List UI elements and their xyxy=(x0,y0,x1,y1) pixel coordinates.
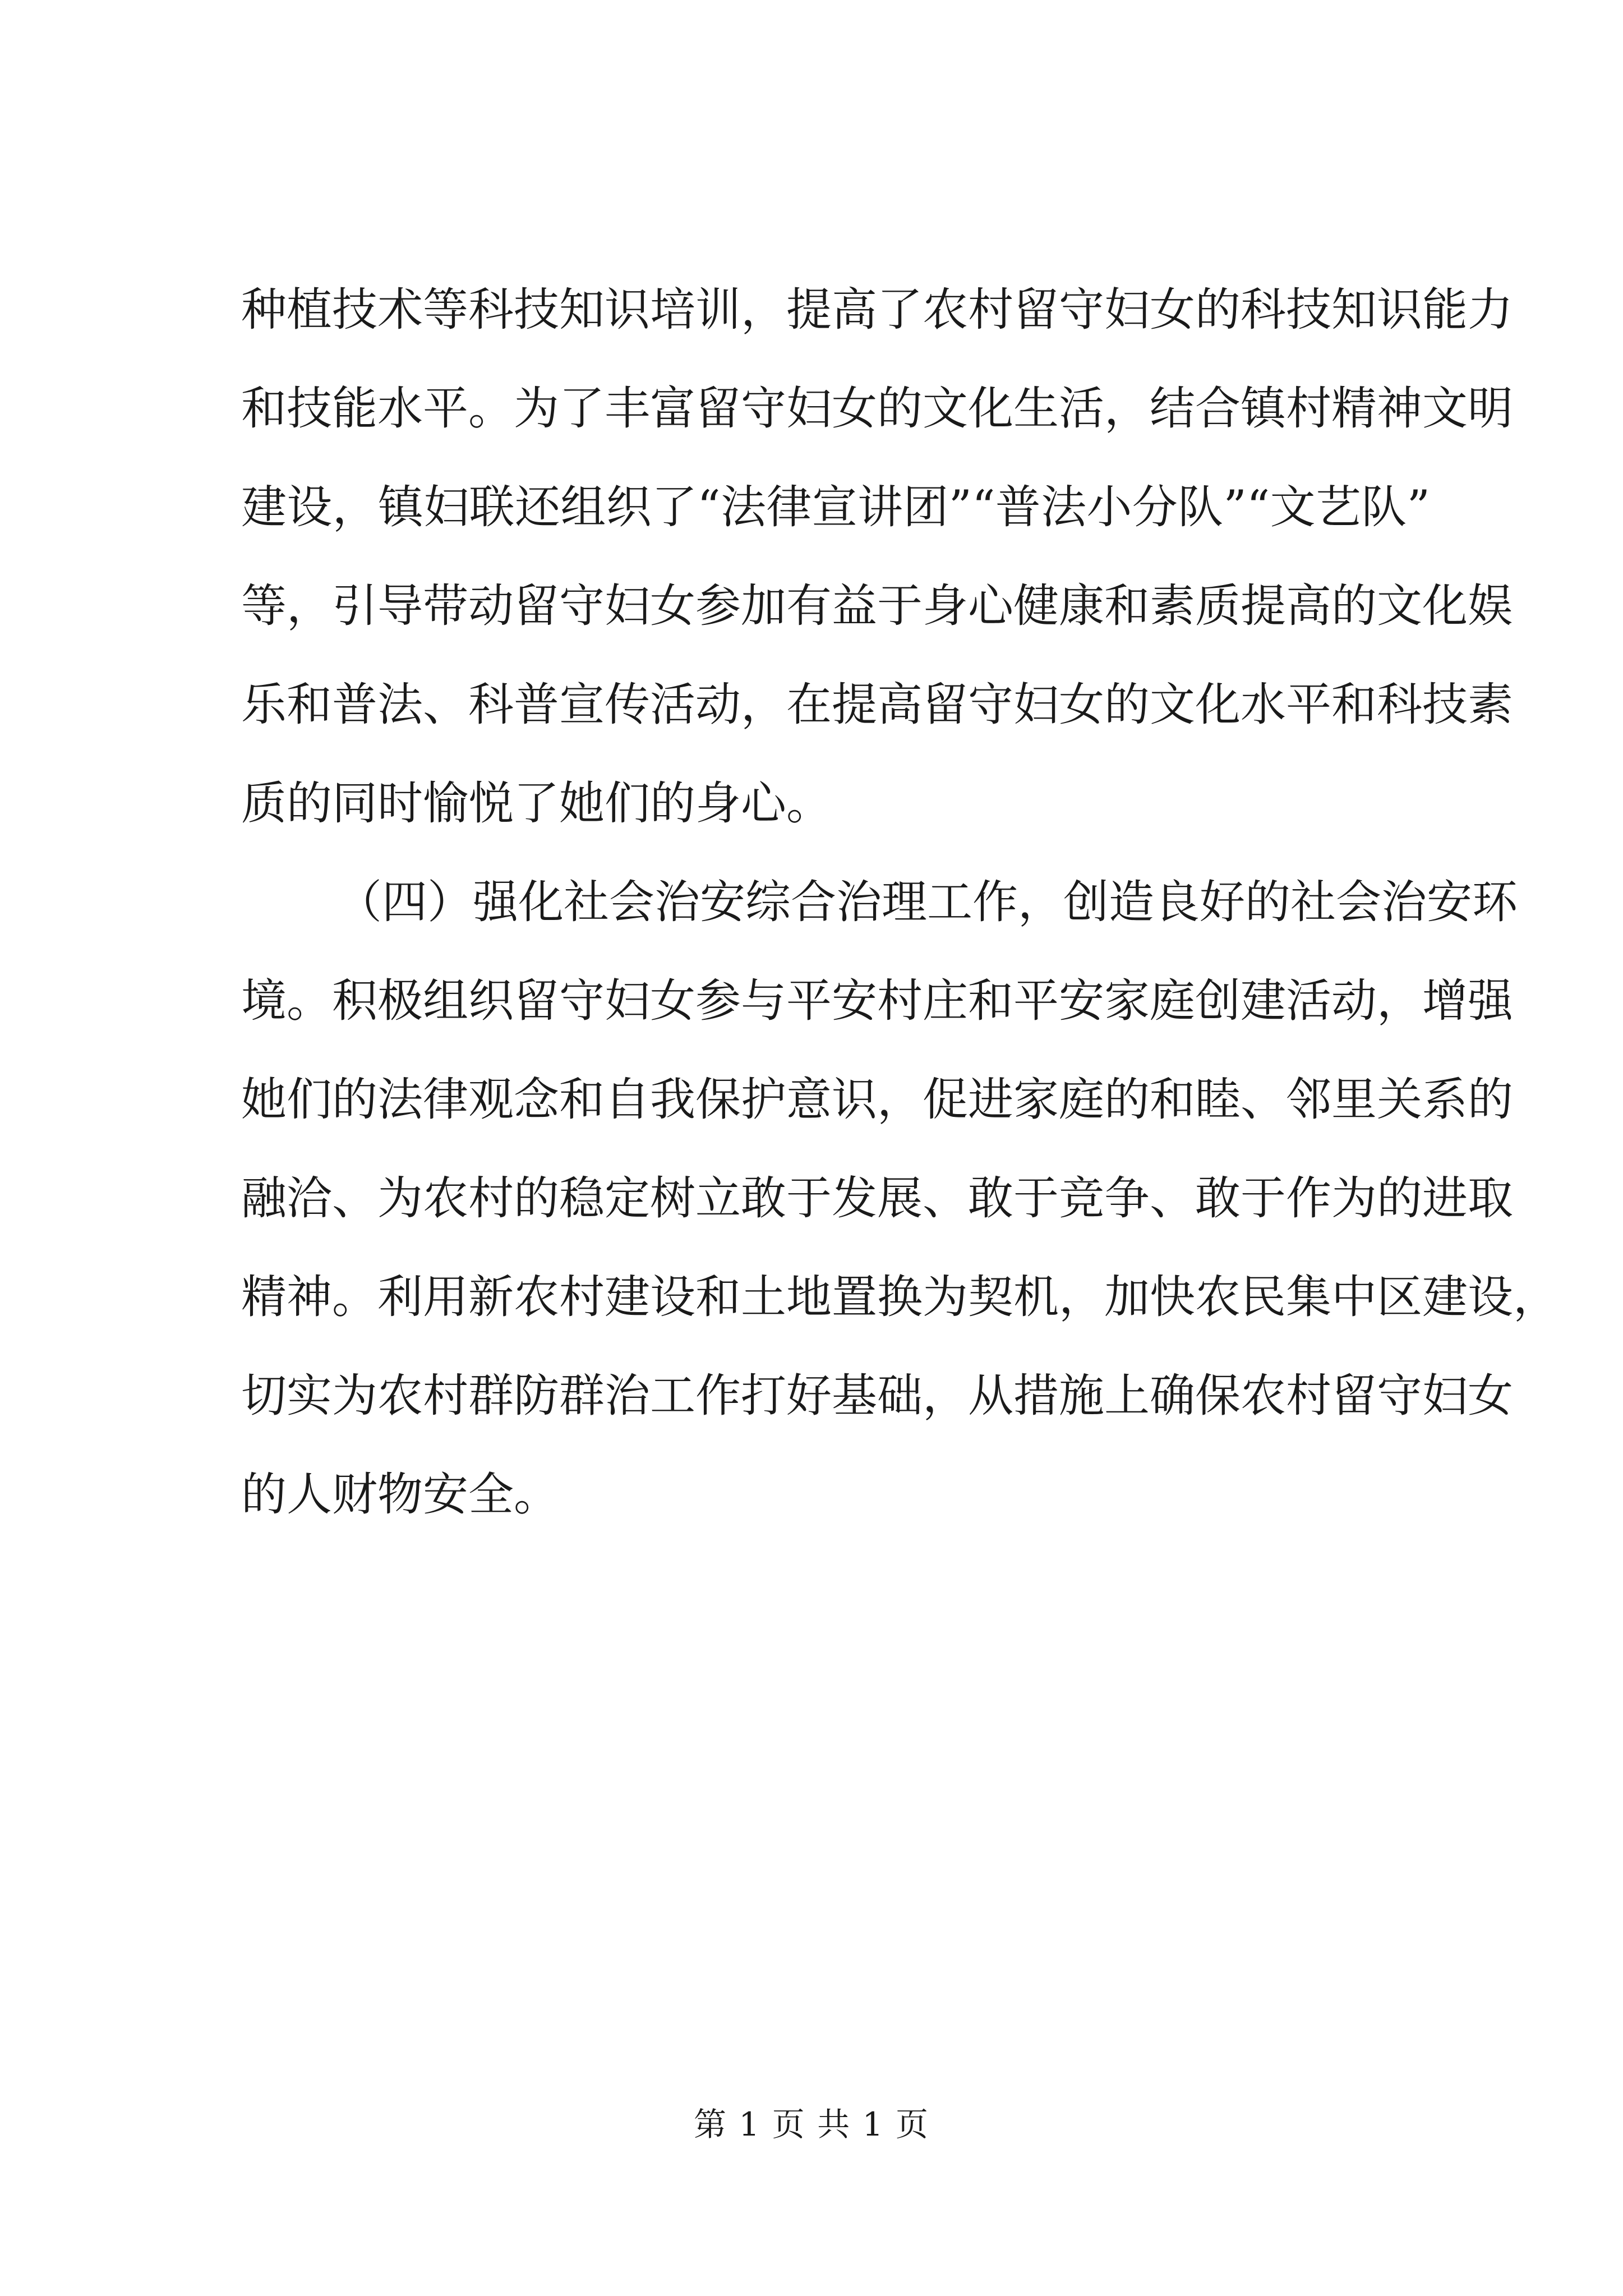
text-line: 质的同时愉悦了她们的身心。 xyxy=(241,777,832,830)
text-line: 等，引导带动留守妇女参加有益于身心健康和素质提高的文化娱 xyxy=(241,580,1514,633)
text-line: 乐和普法、科普宣传活动，在提高留守妇女的文化水平和科技素 xyxy=(241,679,1514,731)
text-line: 建设，镇妇联还组织了“法律宣讲团”“普法小分队”“文艺队” xyxy=(241,481,1430,534)
text-line: 种植技术等科技知识培训，提高了农村留守妇女的科技知识能力 xyxy=(241,284,1514,337)
text-line: 境。积极组织留守妇女参与平安村庄和平安家庭创建活动，增强 xyxy=(241,975,1514,1028)
document-body xyxy=(241,261,1559,1544)
text-line: 她们的法律观念和自我保护意识，促进家庭的和睦、邻里关系的 xyxy=(241,1074,1514,1126)
section-heading-line: （四）强化社会治安综合治理工作，创造良好的社会治安环 xyxy=(336,876,1518,929)
text-line: 精神。利用新农村建设和土地置换为契机，加快农民集中区建设， xyxy=(241,1271,1559,1324)
text-line: 和技能水平。为了丰富留守妇女的文化生活，结合镇村精神文明 xyxy=(241,383,1514,435)
text-line: 的人财物安全。 xyxy=(241,1469,560,1521)
text-line: 融洽、为农村的稳定树立敢于发展、敢于竞争、敢于作为的进取 xyxy=(241,1172,1514,1225)
text-line: 切实为农村群防群治工作打好基础，从措施上确保农村留守妇女 xyxy=(241,1370,1514,1423)
page-footer xyxy=(0,2102,1623,2147)
page-number-label: 第 1 页 共 1 页 xyxy=(694,2105,929,2143)
